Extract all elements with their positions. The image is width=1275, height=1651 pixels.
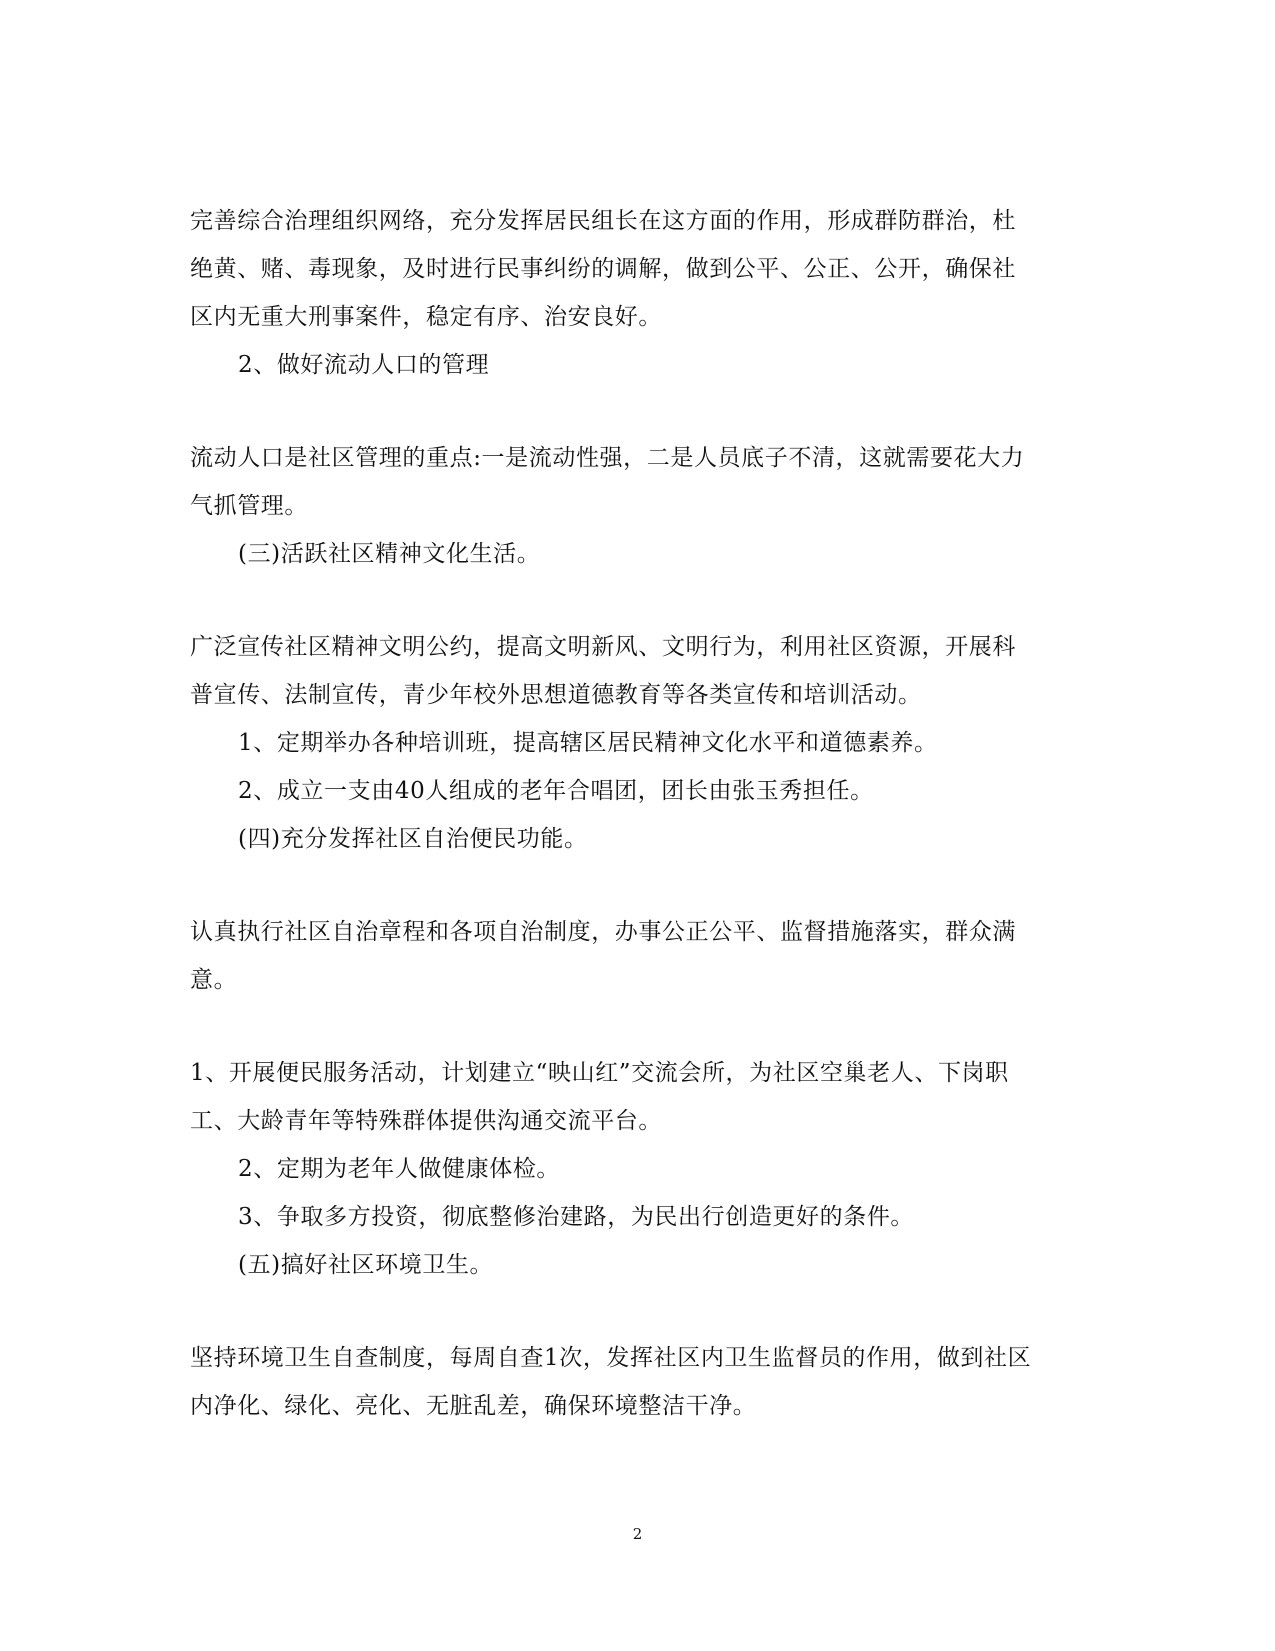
section-heading-line: (四)充分发挥社区自治便民功能。	[238, 826, 588, 852]
body-text-line: 广泛宣传社区精神文明公约，提高文明新风、文明行为，利用社区资源，开展科	[190, 634, 1016, 660]
body-text-line: 坚持环境卫生自查制度，每周自查1次，发挥社区内卫生监督员的作用，做到社区	[190, 1345, 1032, 1371]
body-text-line: 普宣传、法制宣传，青少年校外思想道德教育等各类宣传和培训活动。	[190, 682, 922, 708]
body-text-line: 气抓管理。	[190, 493, 308, 519]
subheading-line: 2、做好流动人口的管理	[238, 352, 490, 378]
body-text-line: 认真执行社区自治章程和各项自治制度，办事公正公平、监督措施落实，群众满	[190, 919, 1016, 945]
page-number: 2	[632, 1525, 643, 1543]
list-item-line: 2、定期为老年人做健康体检。	[238, 1156, 561, 1182]
body-text-line: 流动人口是社区管理的重点:一是流动性强，二是人员底子不清，这就需要花大力	[190, 445, 1025, 471]
list-item-line: 1、开展便民服务活动，计划建立“映山红”交流会所，为社区空巢老人、下岗职	[190, 1060, 1009, 1086]
section-heading-line: (五)搞好社区环境卫生。	[238, 1252, 494, 1278]
list-item-line: 2、成立一支由40人组成的老年合唱团，团长由张玉秀担任。	[238, 778, 874, 804]
body-text-line: 内净化、绿化、亮化、无脏乱差，确保环境整洁干净。	[190, 1393, 757, 1419]
body-text-line: 完善综合治理组织网络，充分发挥居民组长在这方面的作用，形成群防群治，杜	[190, 208, 1016, 234]
list-item-line: 3、争取多方投资，彻底整修治建路，为民出行创造更好的条件。	[238, 1204, 915, 1230]
list-item-line: 工、大龄青年等特殊群体提供沟通交流平台。	[190, 1108, 662, 1134]
section-heading-line: (三)活跃社区精神文化生活。	[238, 541, 541, 567]
body-text-line: 绝黄、赌、毒现象，及时进行民事纠纷的调解，做到公平、公正、公开，确保社	[190, 256, 1016, 282]
body-text-line: 区内无重大刑事案件，稳定有序、治安良好。	[190, 304, 662, 330]
list-item-line: 1、定期举办各种培训班，提高辖区居民精神文化水平和道德素养。	[238, 730, 938, 756]
body-text-line: 意。	[190, 967, 238, 993]
